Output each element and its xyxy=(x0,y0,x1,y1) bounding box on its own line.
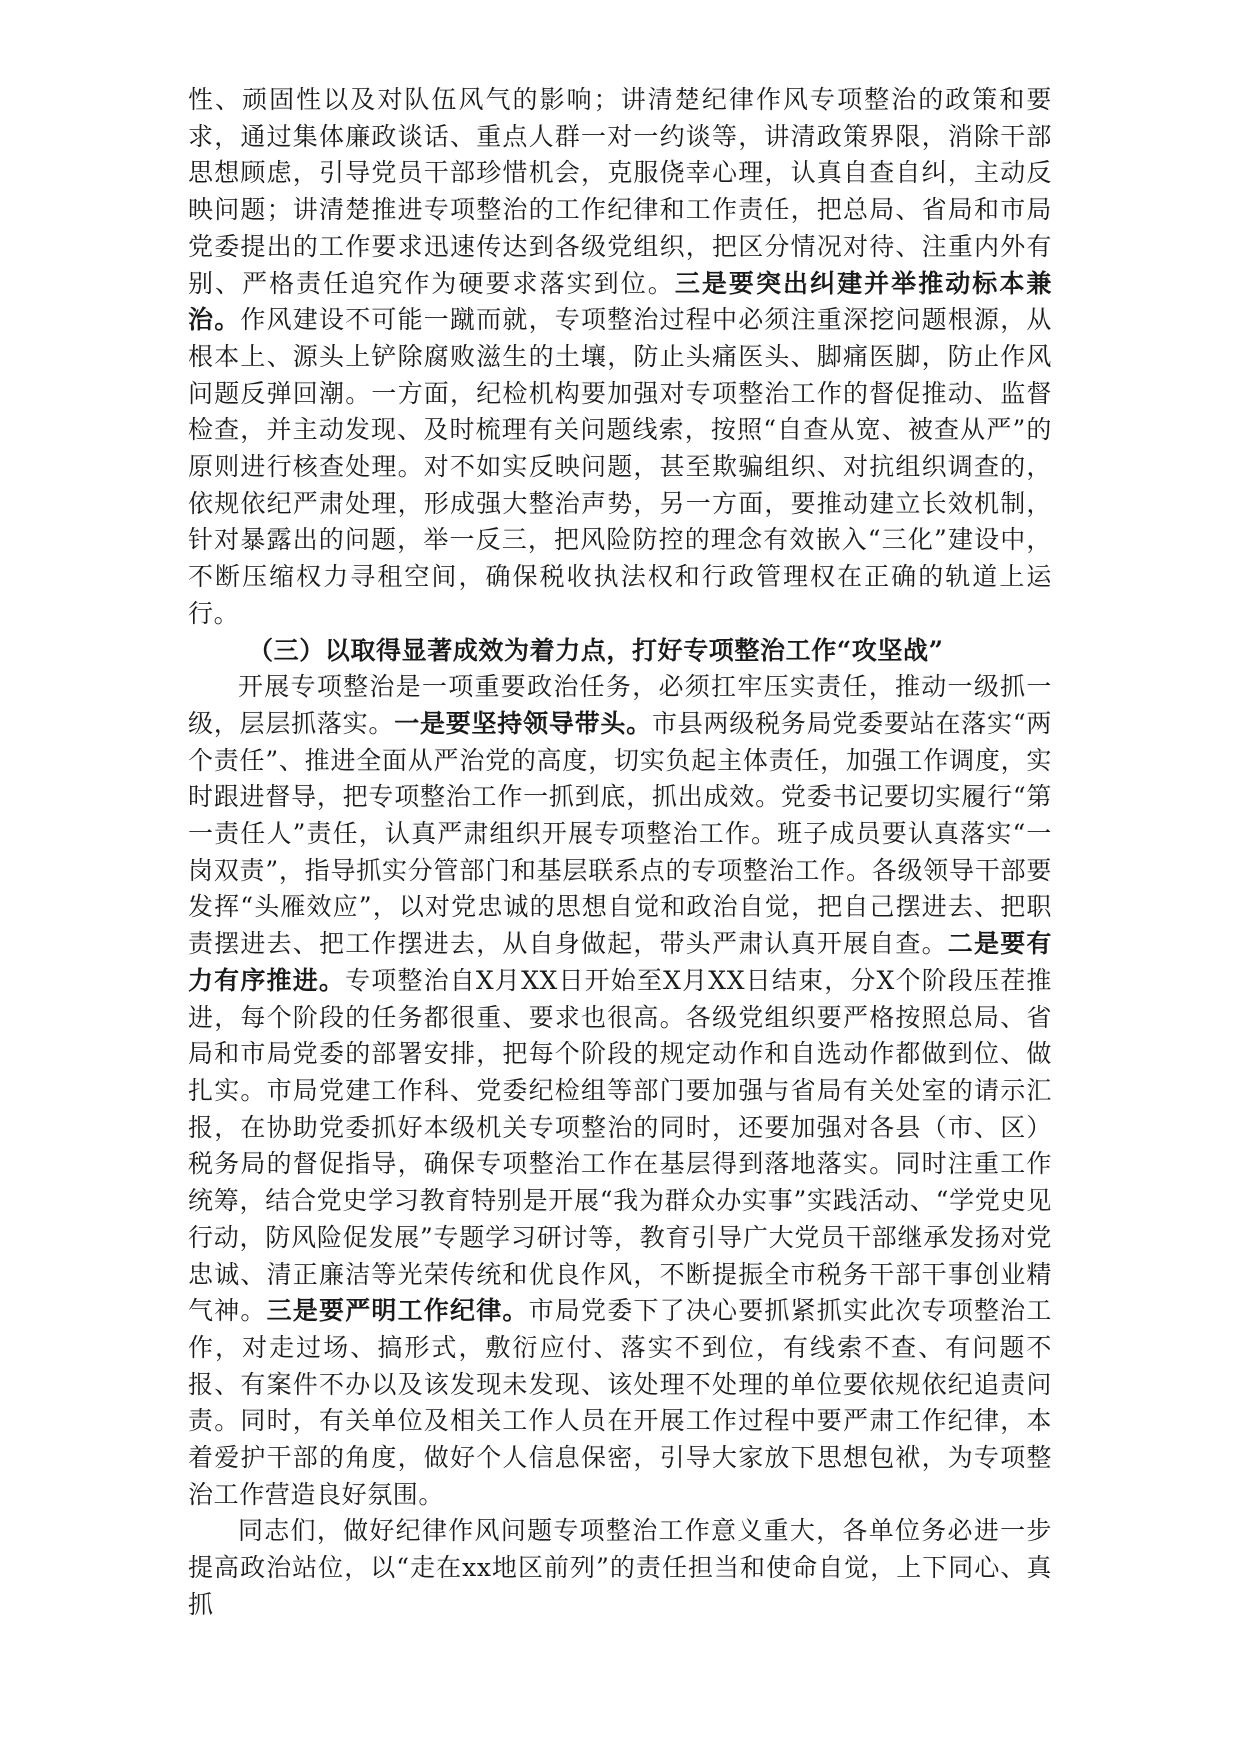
paragraph-continued xyxy=(188,82,1052,633)
paragraph-text: 性、顽固性以及对队伍风气的影响；讲清楚纪律作风专项整治的政策和要求，通过集体廉政谈话、重点人群一对一约谈等，讲清政策界限，消除干部思想顾虑，引导党员干部珍惜机会，克服侥幸心理，认真自查自纠，主动反映问题；讲清楚推进专项整治的工作纪律和工作责任，把总局、省局和市局党委提出的工作要求迅速传达到各级党组织，把区分情况对待、注重内外有别、严格责任追究作为硬要求落实到位。 xyxy=(188,85,1052,298)
paragraph-text: 专项整治自X月XX日开始至X月XX日结束，分X个阶段压茬推进，每个阶段的任务都很重、要求也很高。各级党组织要严格按照总局、省局和市局党委的部署安排，把每个阶段的规定动作和自选动作都做到位、做扎实。市局党建工作科、党委纪检组等部门要加强与省局有关处室的请示汇报，在协助党委抓好本级机关专项整治的同时，还要加强对各县（市、区）税务局的督促指导，确保专项整治工作在基层得到落地落实。同时注重工作统筹，结合党史学习教育特别是开展“我为群众办实事”实践活动、“学党史见行动，防风险促发展”专题学习研讨等，教育引导广大党员干部继承发扬对党忠诚、清正廉洁等光荣传统和优良作风，不断提振全市税务干部干事创业精气神。 xyxy=(188,965,1052,1326)
paragraph-text: 市局党委下了决心要抓紧抓实此次专项整治工作，对走过场、搞形式，敷衍应付、落实不到位，有线索不查、有问题不报、有案件不办以及该发现未发现、该处理不处理的单位要依规依纪追责问责。同时，有关单位及相关工作人员在开展工作过程中要严肃工作纪律，本着爱护干部的角度，做好个人信息保密，引导大家放下思想包袱，为专项整治工作营造良好氛围。 xyxy=(188,1296,1052,1509)
paragraph-closing: 同志们，做好纪律作风问题专项整治工作意义重大，各单位务必进一步提高政治站位，以“走在xx地区前列”的责任担当和使命自觉，上下同心、真抓 xyxy=(188,1516,1052,1619)
section-heading-three: （三）以取得显著成效为着力点，打好专项整治工作“攻坚战” xyxy=(248,635,944,665)
paragraph-text: 开展专项整治是一项重要政治任务，必须扛牢压实责任，推动一级抓一级，层层抓落实。 xyxy=(188,672,1052,738)
paragraph-text: 市县两级税务局党委要站在落实“两个责任”、推进全面从严治党的高度，切实负起主体责任，加强工作调度，实时跟进督导，把专项整治工作一抓到底，抓出成效。党委书记要切实履行“第一责任人”责任，认真严肃组织开展专项整治工作。班子成员要认真落实“一岗双责”，指导抓实分管部门和基层联系点的专项整治工作。各级领导干部要发挥“头雁效应”，以对党忠诚的思想自觉和政治自觉，把自己摆进去、把职责摆进去、把工作摆进去，从自身做起，带头严肃认真开展自查。 xyxy=(188,708,1052,959)
paragraph-text: 作风建设不可能一蹴而就，专项整治过程中必须注重深挖问题根源，从根本上、源头上铲除腐败滋生的土壤，防止头痛医头、脚痛医脚，防止作风问题反弹回潮。一方面，纪检机构要加强对专项整治工作的督促推动、监督检查，并主动发现、及时梳理有关问题线索，按照“自查从宽、被查从严”的原则进行核查处理。对不如实反映问题，甚至欺骗组织、对抗组织调查的，依规依纪严肃处理，形成强大整治声势，另一方面，要推动建立长效机制，针对暴露出的问题，举一反三，把风险防控的理念有效嵌入“三化”建设中，不断压缩权力寻租空间，确保税收执法权和行政管理权在正确的轨道上运行。 xyxy=(188,305,1052,628)
bold-point-one: 一是要坚持领导带头。 xyxy=(394,708,652,738)
bold-point-two: 二是要有力有序推进。 xyxy=(188,929,1052,995)
bold-point-three: 三是要突出纠建并举推动标本兼治。 xyxy=(188,268,1052,335)
paragraph-section-three xyxy=(188,669,1052,1513)
bold-point-three-discipline: 三是要严明工作纪律。 xyxy=(266,1296,529,1326)
document-page xyxy=(188,82,1052,1624)
